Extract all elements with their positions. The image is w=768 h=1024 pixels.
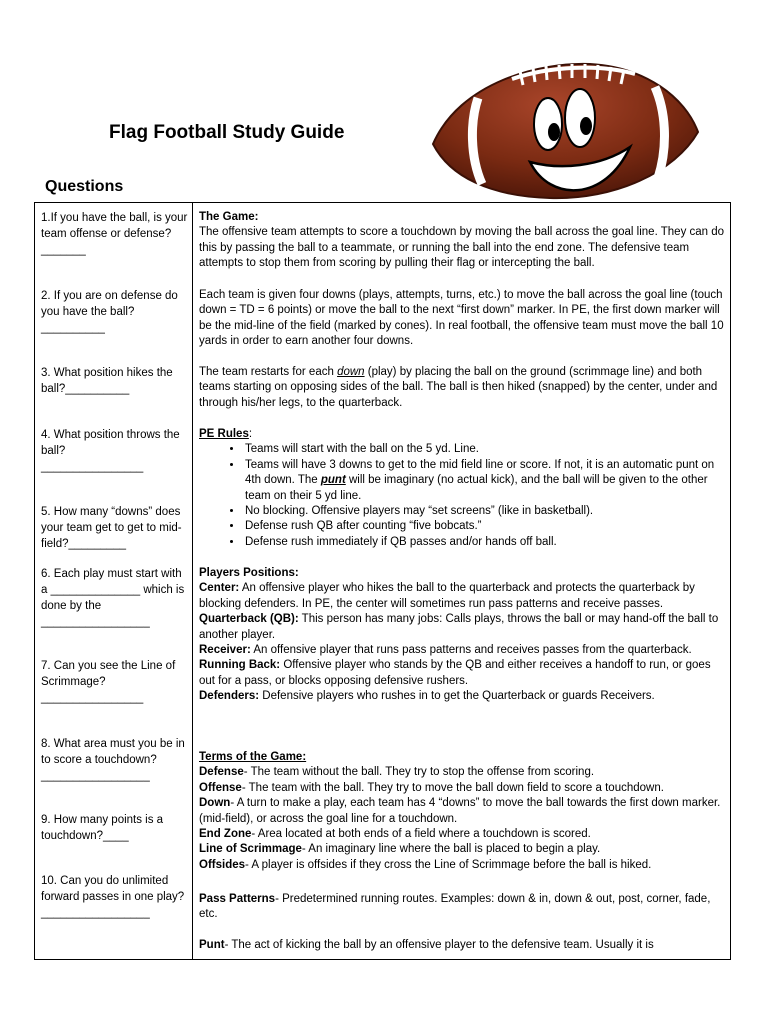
term-name: Offsides: [199, 858, 246, 871]
answers-column: [193, 203, 730, 959]
terms-heading: Terms of the Game:: [199, 751, 307, 763]
question-2: 2. If you are on defense do you have the ball?__________: [41, 290, 178, 334]
study-guide-table: [34, 202, 731, 960]
pass-patterns-entry: [199, 892, 725, 923]
position-text: This person has many jobs: Calls plays, throws the ball or may hand-off the ball to another player.: [199, 613, 719, 641]
game-paragraph-3-start: The team restarts for each: [199, 366, 338, 378]
punt-definition-term: Punt: [199, 939, 225, 951]
game-paragraph-1: The offensive team attempts to score a touchdown by moving the ball across the goal line. They can do this by passing the ball to a teammate, or running the ball into the end zone. The defensive team attempts to stop them from scoring by pulling their flag or intercepting the ball.: [199, 226, 725, 270]
term-name: End Zone: [199, 828, 252, 841]
term-entry: [199, 765, 725, 780]
term-name: Offense: [199, 781, 242, 794]
question-4: 4. What position throws the ball? ________________: [41, 429, 180, 473]
pe-rules-heading: PE Rules: [199, 428, 249, 440]
game-paragraph-2: Each team is given four downs (plays, attempts, turns, etc.) to move the ball across the goal line (touch down = TD = 6 points) or move the ball to the next “first down” marker. In PE, the first down marker will be the mid-line of the field (marked by cones). In real football, the offensive team must move the ball 10 yards in order to earn another four downs.: [199, 289, 724, 348]
game-section: [199, 210, 725, 272]
term-name: Down: [199, 797, 231, 810]
positions-heading: Players Positions:: [199, 567, 299, 579]
question-1: 1.If you have the ball, is your team offense or defense?_______: [41, 212, 188, 256]
pe-rules-section: [199, 427, 725, 550]
down-term: down: [337, 366, 365, 378]
position-entry: [199, 658, 725, 689]
term-definition: - An imaginary line where the ball is placed to begin a play.: [301, 843, 601, 856]
position-term: Receiver:: [199, 644, 251, 657]
pe-rule-item: • Defense rush immediately if QB passes and/or hands off ball.: [243, 535, 725, 550]
punt-definition: - The act of kicking the ball by an offensive player to the defensive team. Usually it is: [224, 939, 654, 951]
question-8: 8. What area must you be in to score a touchdown? _________________: [41, 738, 185, 782]
position-term: Center:: [199, 582, 240, 595]
punt-term: punt: [320, 474, 346, 487]
position-term: Defenders:: [199, 690, 260, 703]
questions-column: [35, 203, 193, 959]
position-text: Offensive player who stands by the QB and either receives a handoff to run, or goes out for a pass, or blocks opposing defensive rushers.: [199, 659, 711, 687]
term-name: Line of Scrimmage: [199, 843, 302, 856]
game-paragraph-3-end: (play) by placing the ball on the ground (scrimmage line) and both teams starting on opposing sides of the ball. The ball is then hiked (snapped) by the center, under and through his/her legs, to the quarterback.: [199, 366, 718, 409]
pe-rule-item: [243, 458, 725, 504]
game-heading: The Game:: [199, 211, 259, 223]
position-text: Defensive players who rushes in to get the Quarterback or guards Receivers.: [259, 690, 655, 703]
position-text: An offensive player that runs pass patterns and receives passes from the quarterback.: [250, 644, 692, 657]
pe-rule-item: • Teams will start with the ball on the 5 yd. Line.: [243, 442, 725, 457]
question-5: 5. How many “downs” does your team get to get to mid-field?_________: [41, 506, 182, 550]
question-3: 3. What position hikes the ball?__________: [41, 367, 173, 395]
position-entry: [199, 581, 725, 612]
pe-rule-item: • No blocking. Offensive players may “set screens” (like in basketball).: [243, 504, 725, 519]
pe-rule-item: • Defense rush QB after counting “five bobcats.”: [243, 519, 725, 534]
position-entry: [199, 612, 725, 643]
terms-section: [199, 750, 725, 873]
term-entry: [199, 781, 725, 796]
pe-rule-downs-end: will be imaginary (no actual kick), and the ball will be given to the other team on their 5 yd line.: [245, 474, 708, 502]
game-paragraph-3: [199, 365, 725, 411]
pe-rules-colon: :: [248, 428, 253, 440]
question-9: 9. How many points is a touchdown?____: [41, 814, 164, 842]
term-definition: - A player is offsides if they cross the Line of Scrimmage before the ball is hiked.: [245, 858, 652, 871]
pe-rule-downs-start: Teams will have 3 downs to get to the mid field line or score. If not, it is an automatic punt on 4th down. The: [245, 458, 715, 487]
term-entry: [199, 796, 725, 827]
term-entry: [199, 827, 725, 842]
positions-section: [199, 566, 725, 705]
position-term: Quarterback (QB):: [199, 613, 299, 626]
term-definition: - The team without the ball. They try to stop the offense from scoring.: [243, 766, 595, 779]
term-definition: - The team with the ball. They try to move the ball down field to score a touchdown.: [241, 781, 664, 794]
question-7: 7. Can you see the Line of Scrimmage? ________________: [41, 660, 176, 704]
punt-entry: [199, 938, 725, 953]
position-entry: [199, 689, 725, 704]
term-entry: [199, 842, 725, 857]
page-title: Flag Football Study Guide: [109, 122, 345, 143]
pass-patterns-term: Pass Patterns: [199, 893, 276, 905]
pass-patterns-definition: - Predetermined running routes. Examples: down & in, down & out, post, corner, fade, etc.: [199, 893, 711, 921]
question-6: 6. Each play must start with a ______________ which is done by the _________________: [41, 568, 185, 628]
term-definition: - Area located at both ends of a field where a touchdown is scored.: [251, 828, 591, 841]
question-10: 10. Can you do unlimited forward passes in one play? _________________: [41, 875, 185, 919]
pe-rules-list: [199, 442, 725, 550]
term-entry: [199, 858, 725, 873]
questions-heading: Questions: [45, 178, 124, 195]
football-mascot-icon: [430, 52, 700, 200]
term-definition: - A turn to make a play, each team has 4 “downs” to move the ball towards the first down marker. (mid-field), or across the goal line for a touchdown.: [199, 797, 721, 825]
position-text: An offensive player who hikes the ball to the quarterback and protects the quarterback by blocking defenders. In PE, the center will sometimes run pass patterns and receive passes.: [199, 582, 695, 610]
position-term: Running Back:: [199, 659, 281, 672]
term-name: Defense: [199, 766, 244, 779]
pe-rules-heading-line: [199, 427, 725, 442]
position-entry: [199, 643, 725, 658]
